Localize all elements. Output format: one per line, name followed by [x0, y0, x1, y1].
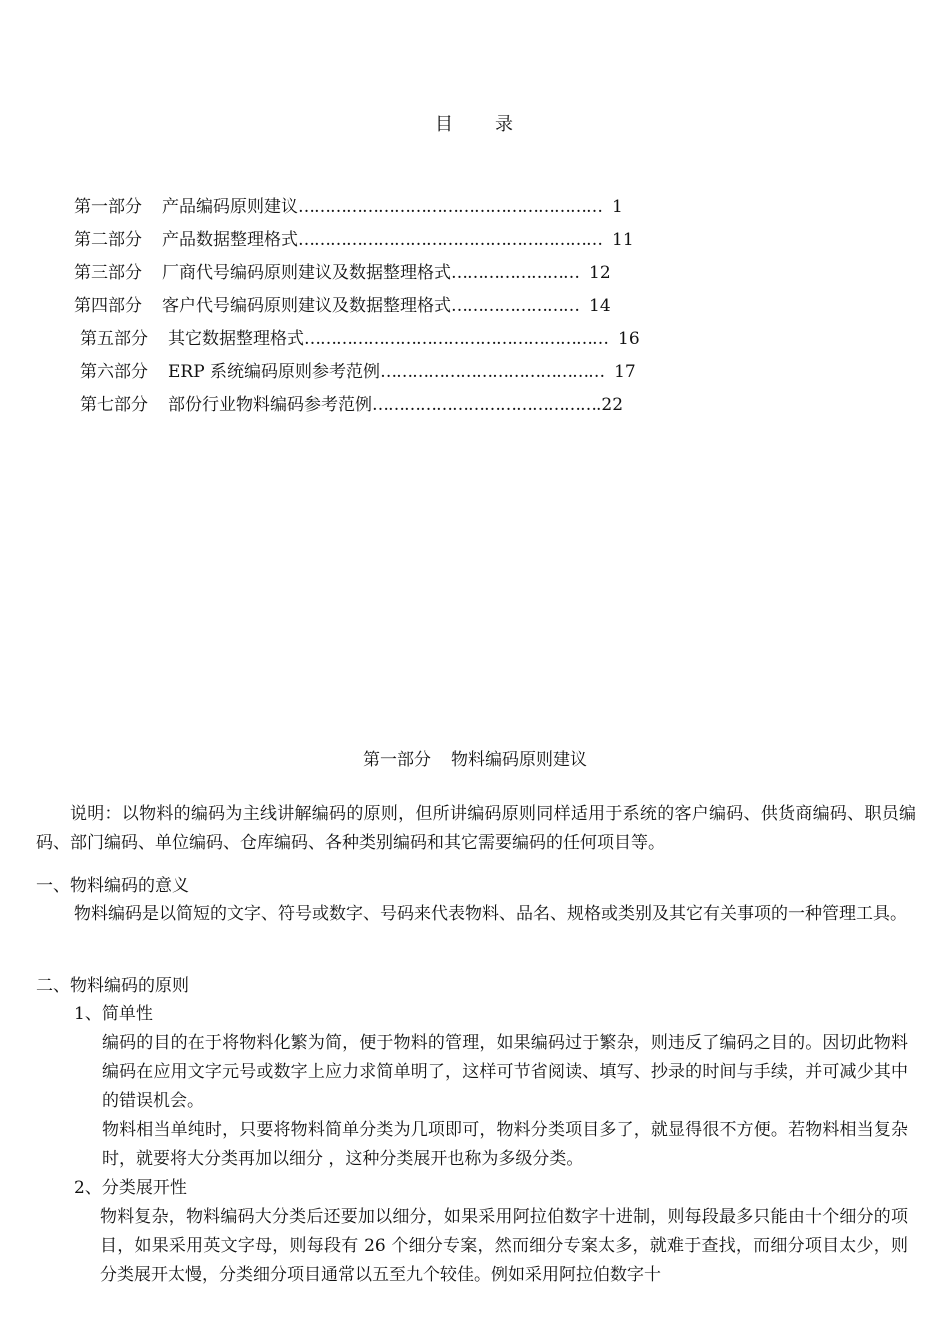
- heading-principles: 二、物料编码的原则: [36, 976, 189, 996]
- toc-leader: …………………………………………………: [298, 197, 602, 217]
- toc-part: 第六部分: [80, 362, 148, 382]
- toc-title: 目 录: [435, 114, 515, 135]
- toc-leader: ……………………………………: [380, 362, 605, 382]
- section-heading: 物料编码原则建议: [451, 750, 587, 770]
- expandability-paragraph: 物料复杂，物料编码大分类后还要加以细分，如果采用阿拉伯数字十进制，则每段最多只能由十个细分的项目，如果采用英文字母，则每段有 26 个细分专案，然而细分专案太多，就难于查找，而细分项目太少，则分类展开太慢，分类细分项目通常以五至九个较佳。例如采用阿拉伯数字十: [100, 1207, 908, 1285]
- toc-part: 第三部分: [74, 263, 142, 283]
- toc-leader: ……………………………………: [372, 395, 596, 415]
- subheading-simplicity: 1、简单性: [74, 1004, 153, 1024]
- toc-page-number: 16: [618, 329, 640, 349]
- toc-page-number: 17: [614, 362, 636, 382]
- toc-leader: …………………………………………………: [304, 329, 608, 349]
- toc-entry-1[interactable]: [74, 196, 623, 218]
- toc-page-number: 12: [589, 263, 611, 283]
- toc-entry-title: 产品编码原则建议: [162, 197, 298, 217]
- toc-entry-6[interactable]: [80, 361, 636, 383]
- toc-entry-4[interactable]: [74, 295, 611, 317]
- toc-part: 第四部分: [74, 296, 142, 316]
- toc-page-number: 11: [612, 230, 634, 250]
- intro-paragraph: 说明：以物料的编码为主线讲解编码的原则，但所讲编码原则同样适用于系统的客户编码、供货商编码、职员编码、部门编码、单位编码、仓库编码、各种类别编码和其它需要编码的任何项目等。: [36, 804, 916, 853]
- toc-entry-title: 其它数据整理格式: [168, 329, 304, 349]
- section-title: [0, 745, 950, 770]
- toc-entry-2[interactable]: [74, 229, 634, 251]
- significance-paragraph: 物料编码是以简短的文字、符号或数字、号码来代表物料、品名、规格或类别及其它有关事项的一种管理工具。: [74, 904, 907, 924]
- toc-leader: ……………………: [451, 263, 579, 283]
- toc-leader: …………………………………………………: [298, 230, 602, 250]
- heading-significance: 一、物料编码的意义: [36, 876, 189, 896]
- toc-entry-title: 部份行业物料编码参考范例: [168, 395, 372, 415]
- toc-leader: ……………………: [451, 296, 579, 316]
- toc-part: 第五部分: [80, 329, 148, 349]
- toc-entry-3[interactable]: [74, 262, 611, 284]
- toc-part: 第二部分: [74, 230, 142, 250]
- subheading-expandability: 2、分类展开性: [74, 1178, 187, 1198]
- toc-entry-title: 产品数据整理格式: [162, 230, 298, 250]
- section-part: 第一部分: [363, 750, 431, 770]
- toc-page-number: 1: [612, 197, 623, 217]
- toc-part: 第一部分: [74, 197, 142, 217]
- toc-part: 第七部分: [80, 395, 148, 415]
- toc-entry-7[interactable]: [80, 394, 623, 416]
- toc-entry-5[interactable]: [80, 328, 640, 350]
- toc-entry-title: 厂商代号编码原则建议及数据整理格式: [162, 263, 451, 283]
- simplicity-paragraph-2: 物料相当单纯时，只要将物料简单分类为几项即可，物料分类项目多了，就显得很不方便。若物料相当复杂时，就要将大分类再加以细分 ，这种分类展开也称为多级分类。: [102, 1120, 908, 1169]
- toc-entry-title: 客户代号编码原则建议及数据整理格式: [162, 296, 451, 316]
- simplicity-paragraph-1: 编码的目的在于将物料化繁为简，便于物料的管理，如果编码过于繁杂，则违反了编码之目的。因切此物料编码在应用文字元号或数字上应力求简单明了，这样可节省阅读、填写、抄录的时间与手续，并可减少其中的错误机会。: [102, 1033, 908, 1111]
- toc-page-number: 14: [589, 296, 611, 316]
- toc-page-number: .22: [596, 395, 624, 415]
- toc-entry-title: ERP 系统编码原则参考范例: [168, 362, 381, 382]
